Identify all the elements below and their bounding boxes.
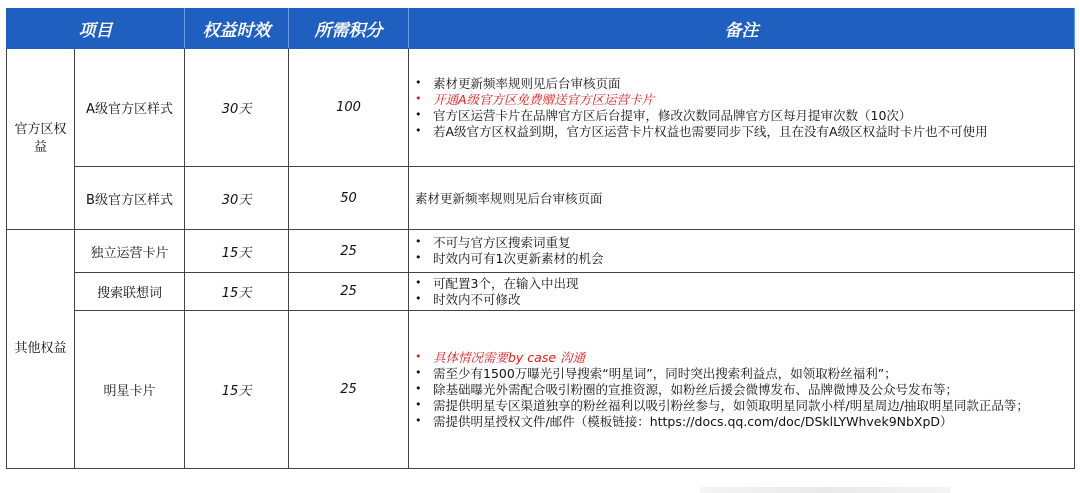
table-row	[7, 49, 1075, 167]
note-item: • 需提供明星专区渠道独享的粉丝福利以吸引粉丝参与，如领取明星同款小样/明星周边/抽取明星同款正品等；	[413, 398, 1070, 414]
note-item: • 可配置3个，在输入中出现	[413, 276, 1070, 292]
table-row	[7, 230, 1075, 273]
duration-cell: 15天	[185, 311, 289, 469]
category-official: 官方区权益	[7, 49, 75, 230]
points-cell: 25	[289, 273, 409, 311]
header-row	[7, 9, 1075, 49]
header-item: 项目	[7, 9, 185, 49]
duration-cell: 30天	[185, 167, 289, 230]
table-row	[7, 311, 1075, 469]
note-item: • 开通A级官方区免费赠送官方区运营卡片	[413, 92, 1070, 108]
note-text: 素材更新频率规则见后台审核页面	[415, 191, 603, 206]
bottom-shadow	[700, 487, 950, 493]
item-cell: A级官方区样式	[75, 49, 185, 167]
category-other: 其他权益	[7, 230, 75, 469]
note-item: • 时效内不可修改	[413, 292, 1070, 308]
notes-cell	[409, 311, 1075, 469]
note-item: • 除基础曝光外需配合吸引粉圈的宣推资源，如粉丝后援会微博发布、品牌微博及公众号发布等；	[413, 382, 1070, 398]
note-item: • 具体情况需要by case 沟通	[413, 350, 1070, 366]
header-notes: 备注	[409, 9, 1075, 49]
rights-table	[6, 8, 1075, 469]
note-item: • 若A级官方区权益到期，官方区运营卡片权益也需要同步下线，且在没有A级区权益时卡片也不可使用	[413, 124, 1070, 140]
notes-list	[413, 276, 1070, 308]
points-cell: 25	[289, 311, 409, 469]
notes-list	[413, 235, 1070, 267]
table-row	[7, 167, 1075, 230]
header-points: 所需积分	[289, 9, 409, 49]
notes-list	[413, 350, 1070, 430]
duration-cell: 30天	[185, 49, 289, 167]
duration-cell: 15天	[185, 230, 289, 273]
points-cell: 25	[289, 230, 409, 273]
note-item: • 素材更新频率规则见后台审核页面	[413, 76, 1070, 92]
points-cell: 100	[289, 49, 409, 167]
notes-cell	[409, 230, 1075, 273]
note-item: • 官方区运营卡片在品牌官方区后台提审，修改次数同品牌官方区每月提审次数（10次）	[413, 108, 1070, 124]
item-cell: 独立运营卡片	[75, 230, 185, 273]
item-cell: 明星卡片	[75, 311, 185, 469]
item-cell: B级官方区样式	[75, 167, 185, 230]
note-item: • 时效内可有1次更新素材的机会	[413, 251, 1070, 267]
points-cell: 50	[289, 167, 409, 230]
header-duration: 权益时效	[185, 9, 289, 49]
notes-list	[413, 76, 1070, 140]
note-item: • 需提供明星授权文件/邮件（模板链接：https://docs.qq.com/doc/DSklLYWhvek9NbXpD）	[413, 414, 1070, 430]
item-cell: 搜索联想词	[75, 273, 185, 311]
note-item: • 不可与官方区搜索词重复	[413, 235, 1070, 251]
duration-cell: 15天	[185, 273, 289, 311]
notes-cell	[409, 273, 1075, 311]
notes-cell	[409, 49, 1075, 167]
table-row	[7, 273, 1075, 311]
notes-cell	[409, 167, 1075, 230]
note-item: • 需至少有1500万曝光引导搜索“明星词”，同时突出搜索利益点，如领取粉丝福利”；	[413, 366, 1070, 382]
